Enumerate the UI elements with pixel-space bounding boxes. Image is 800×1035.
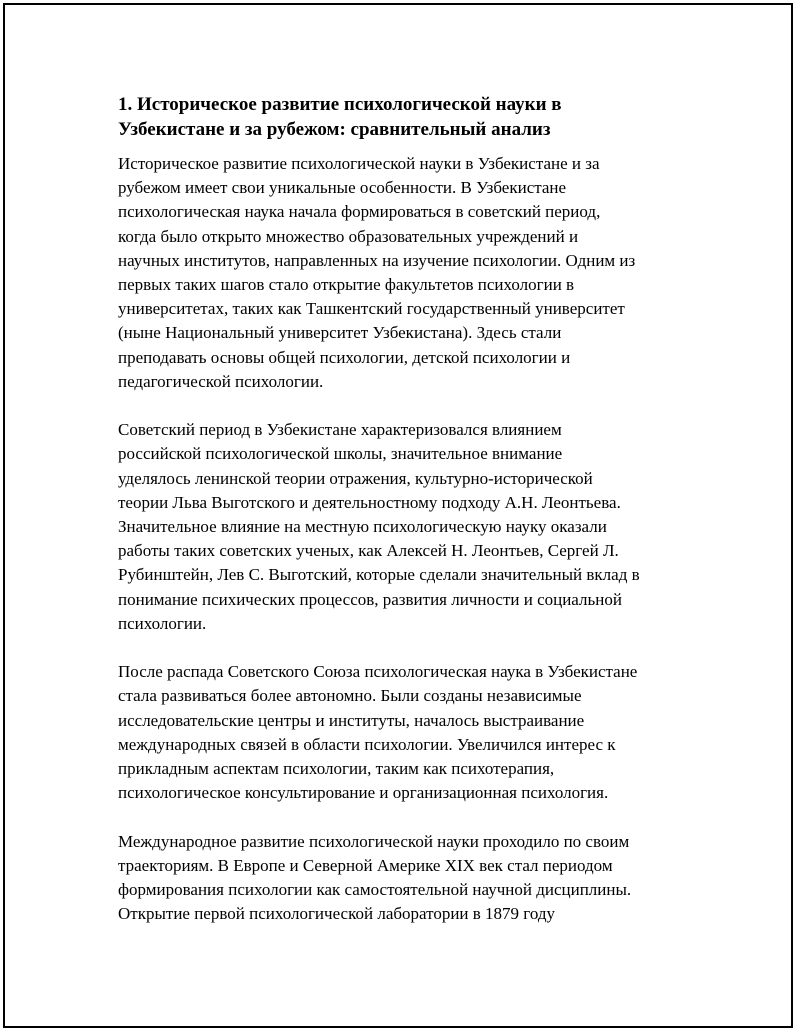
paragraph-1: Историческое развитие психологической науки в Узбекистане и за рубежом имеет свои уникальные особенности. В Узбекистане психологическая наука начала формироваться в советский период, когда было открыто множество образовательных учреждений и научных институтов, направленных на изучение психологии. Одним из первых таких шагов стало открытие факультетов психологии в университетах, таких как Ташкентский государственный университет (ныне Национальный университет Узбекистана). Здесь стали преподавать основы общей психологии, детской психологии и педагогической психологии. [118,154,636,391]
paragraph-4: Международное развитие психологической науки проходило по своим траекториям. В Европе и Северной Америке XIX век стал периодом формирования психологии как самостоятельной научной дисциплины. Открытие первой психологической лаборатории в 1879 году [118,831,632,924]
paragraph-3: После распада Советского Союза психологическая наука в Узбекистане стала развиваться более автономно. Были созданы независимые исследовательские центры и институты, началось выстраивание международных связей в области психологии. Увеличился интерес к прикладным аспектам психологии, таким как психотерапия, психологическое консультирование и организационная психология. [118,662,638,803]
document-body [118,92,718,926]
paragraph-2: Советский период в Узбекистане характеризовался влиянием российской психологической школы, значительное внимание уделялось ленинской теории отражения, культурно-исторической теории Льва Выготского и деятельностному подходу А.Н. Леонтьева. Значительное влияние на местную психологическую науку оказали работы таких советских ученых, как Алексей Н. Леонтьев, Сергей Л. Рубинштейн, Лев С. Выготский, которые сделали значительный вклад в понимание психических процессов, развития личности и социальной психологии. [118,420,640,633]
section-heading: 1. Историческое развитие психологической науки в Узбекистане и за рубежом: сравнительный анализ [118,94,562,140]
